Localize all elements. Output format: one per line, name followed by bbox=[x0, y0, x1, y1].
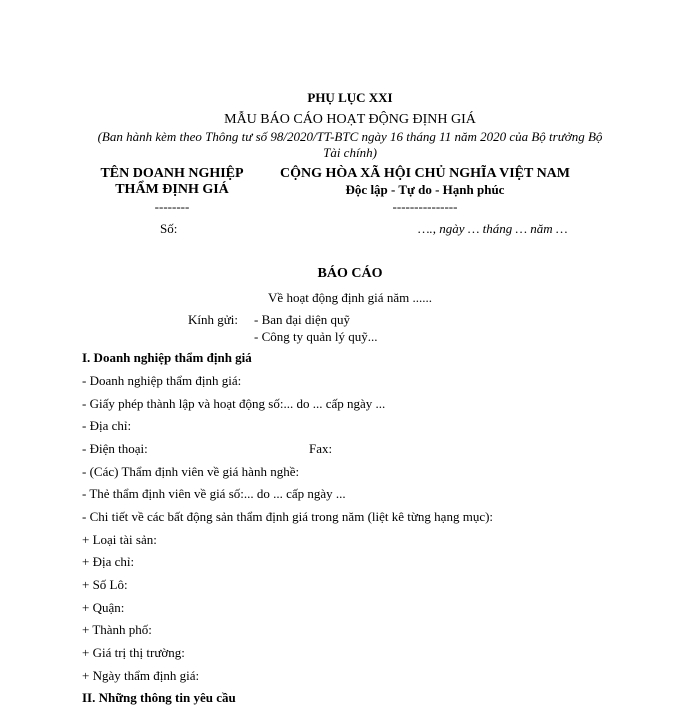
field-fax: Fax: bbox=[309, 441, 333, 456]
field-district: + Quận: bbox=[82, 600, 125, 615]
report-title: BÁO CÁO bbox=[317, 266, 383, 281]
field-address: - Địa chỉ: bbox=[82, 418, 132, 433]
field-appraisers: - (Các) Thẩm định viên về giá hành nghề: bbox=[82, 464, 300, 479]
field-asset-address: + Địa chỉ: bbox=[82, 554, 135, 569]
date-line: …., ngày … tháng … năm … bbox=[418, 221, 568, 236]
appendix-title: PHỤ LỤC XXI bbox=[307, 90, 393, 105]
right-divider: --------------- bbox=[392, 199, 458, 214]
recipient-label: Kính gửi: bbox=[188, 312, 239, 327]
recipient-1: - Ban đại diện quỹ bbox=[254, 312, 351, 327]
company-name-line-1: TÊN DOANH NGHIỆP bbox=[100, 166, 244, 181]
field-details: - Chi tiết về các bất động sản thẩm định giá trong năm (liệt kê từng hạng mục): bbox=[82, 509, 494, 524]
recipient-2: - Công ty quản lý quỹ... bbox=[254, 329, 378, 344]
field-license: - Giấy phép thành lập và hoạt động số:... do ... cấp ngày ... bbox=[82, 396, 386, 411]
company-name-line-2: THẨM ĐỊNH GIÁ bbox=[115, 182, 229, 197]
left-divider: -------- bbox=[154, 199, 190, 214]
field-company: - Doanh nghiệp thẩm định giá: bbox=[82, 373, 242, 388]
field-valuation-date: + Ngày thẩm định giá: bbox=[82, 668, 200, 683]
field-phone: - Điện thoại: bbox=[82, 441, 148, 456]
document-number-label: Số: bbox=[160, 221, 178, 236]
report-subtitle: Về hoạt động định giá năm ...... bbox=[268, 290, 432, 305]
field-asset-type: + Loại tài sản: bbox=[82, 532, 157, 547]
field-lot-number: + Số Lô: bbox=[82, 577, 128, 592]
section-2-heading: II. Những thông tin yêu cầu bbox=[82, 690, 236, 705]
national-title: CỘNG HÒA XÃ HỘI CHỦ NGHĨA VIỆT NAM bbox=[279, 166, 570, 181]
field-city: + Thành phố: bbox=[82, 622, 152, 637]
national-motto: Độc lập - Tự do - Hạnh phúc bbox=[345, 182, 505, 197]
section-1-heading: I. Doanh nghiệp thẩm định giá bbox=[82, 350, 252, 365]
field-market-value: + Giá trị thị trường: bbox=[82, 645, 185, 660]
issued-by-line-2: Tài chính) bbox=[323, 145, 377, 160]
field-card: - Thẻ thẩm định viên về giá số:... do ... cấp ngày ... bbox=[82, 486, 346, 501]
issued-by-line-1: (Ban hành kèm theo Thông tư số 98/2020/TT-BTC ngày 16 tháng 11 năm 2020 của Bộ trưởng Bộ bbox=[97, 129, 603, 144]
form-title: MẪU BÁO CÁO HOẠT ĐỘNG ĐỊNH GIÁ bbox=[224, 112, 476, 127]
